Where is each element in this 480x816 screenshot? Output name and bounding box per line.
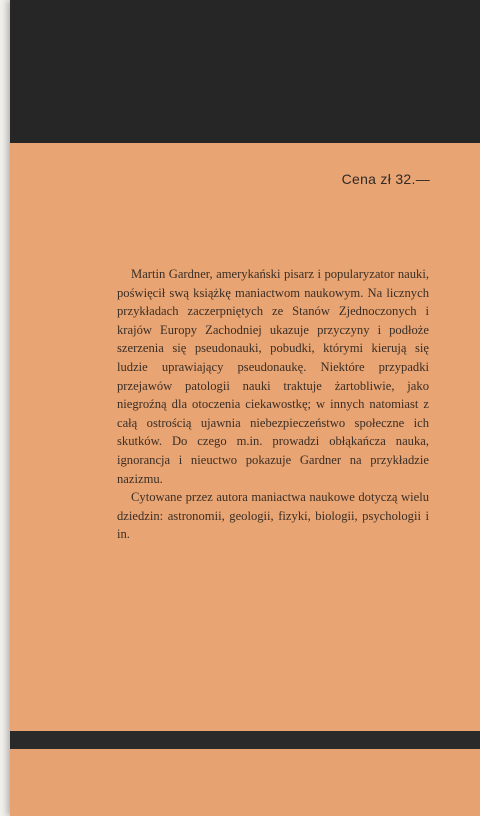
blurb-paragraph-1: Martin Gardner, amerykański pisarz i popularyzator nauki, poświęcił swą książkę maniactwom naukowym. Na licznych przykładach zaczerpniętych ze Stanów Zjednoczonych i krajów Europy Zachodniej ukazuje przyczyny i podłoże szerzenia się pseudonauki, pobudki, którymi kierują się ludzie uprawiający pseudonaukę. Niektóre przypadki przejawów patologii nauki traktuje żartobliwie, jako niegroźną dla otoczenia ciekawostkę; w innych natomiast z całą ostrością ujawnia niebezpieczeństwo społeczne ich skutków. Do czego m.in. prowadzi obłąkańcza nauka, ignorancja i nieuctwo pokazuje Gardner na przykładzie nazizmu.	[117, 267, 429, 486]
top-dark-band	[10, 0, 480, 143]
blurb-paragraph-2: Cytowane przez autora maniactwa naukowe dotyczą wielu dziedzin: astronomii, geologii, fizyki, biologii, psychologii i in.	[117, 490, 429, 542]
price-label: Cena zł 32.—	[341, 171, 430, 187]
blurb-text	[117, 265, 429, 544]
bottom-dark-band	[10, 731, 480, 749]
back-cover	[10, 0, 480, 816]
bottom-orange-strip	[10, 749, 480, 816]
